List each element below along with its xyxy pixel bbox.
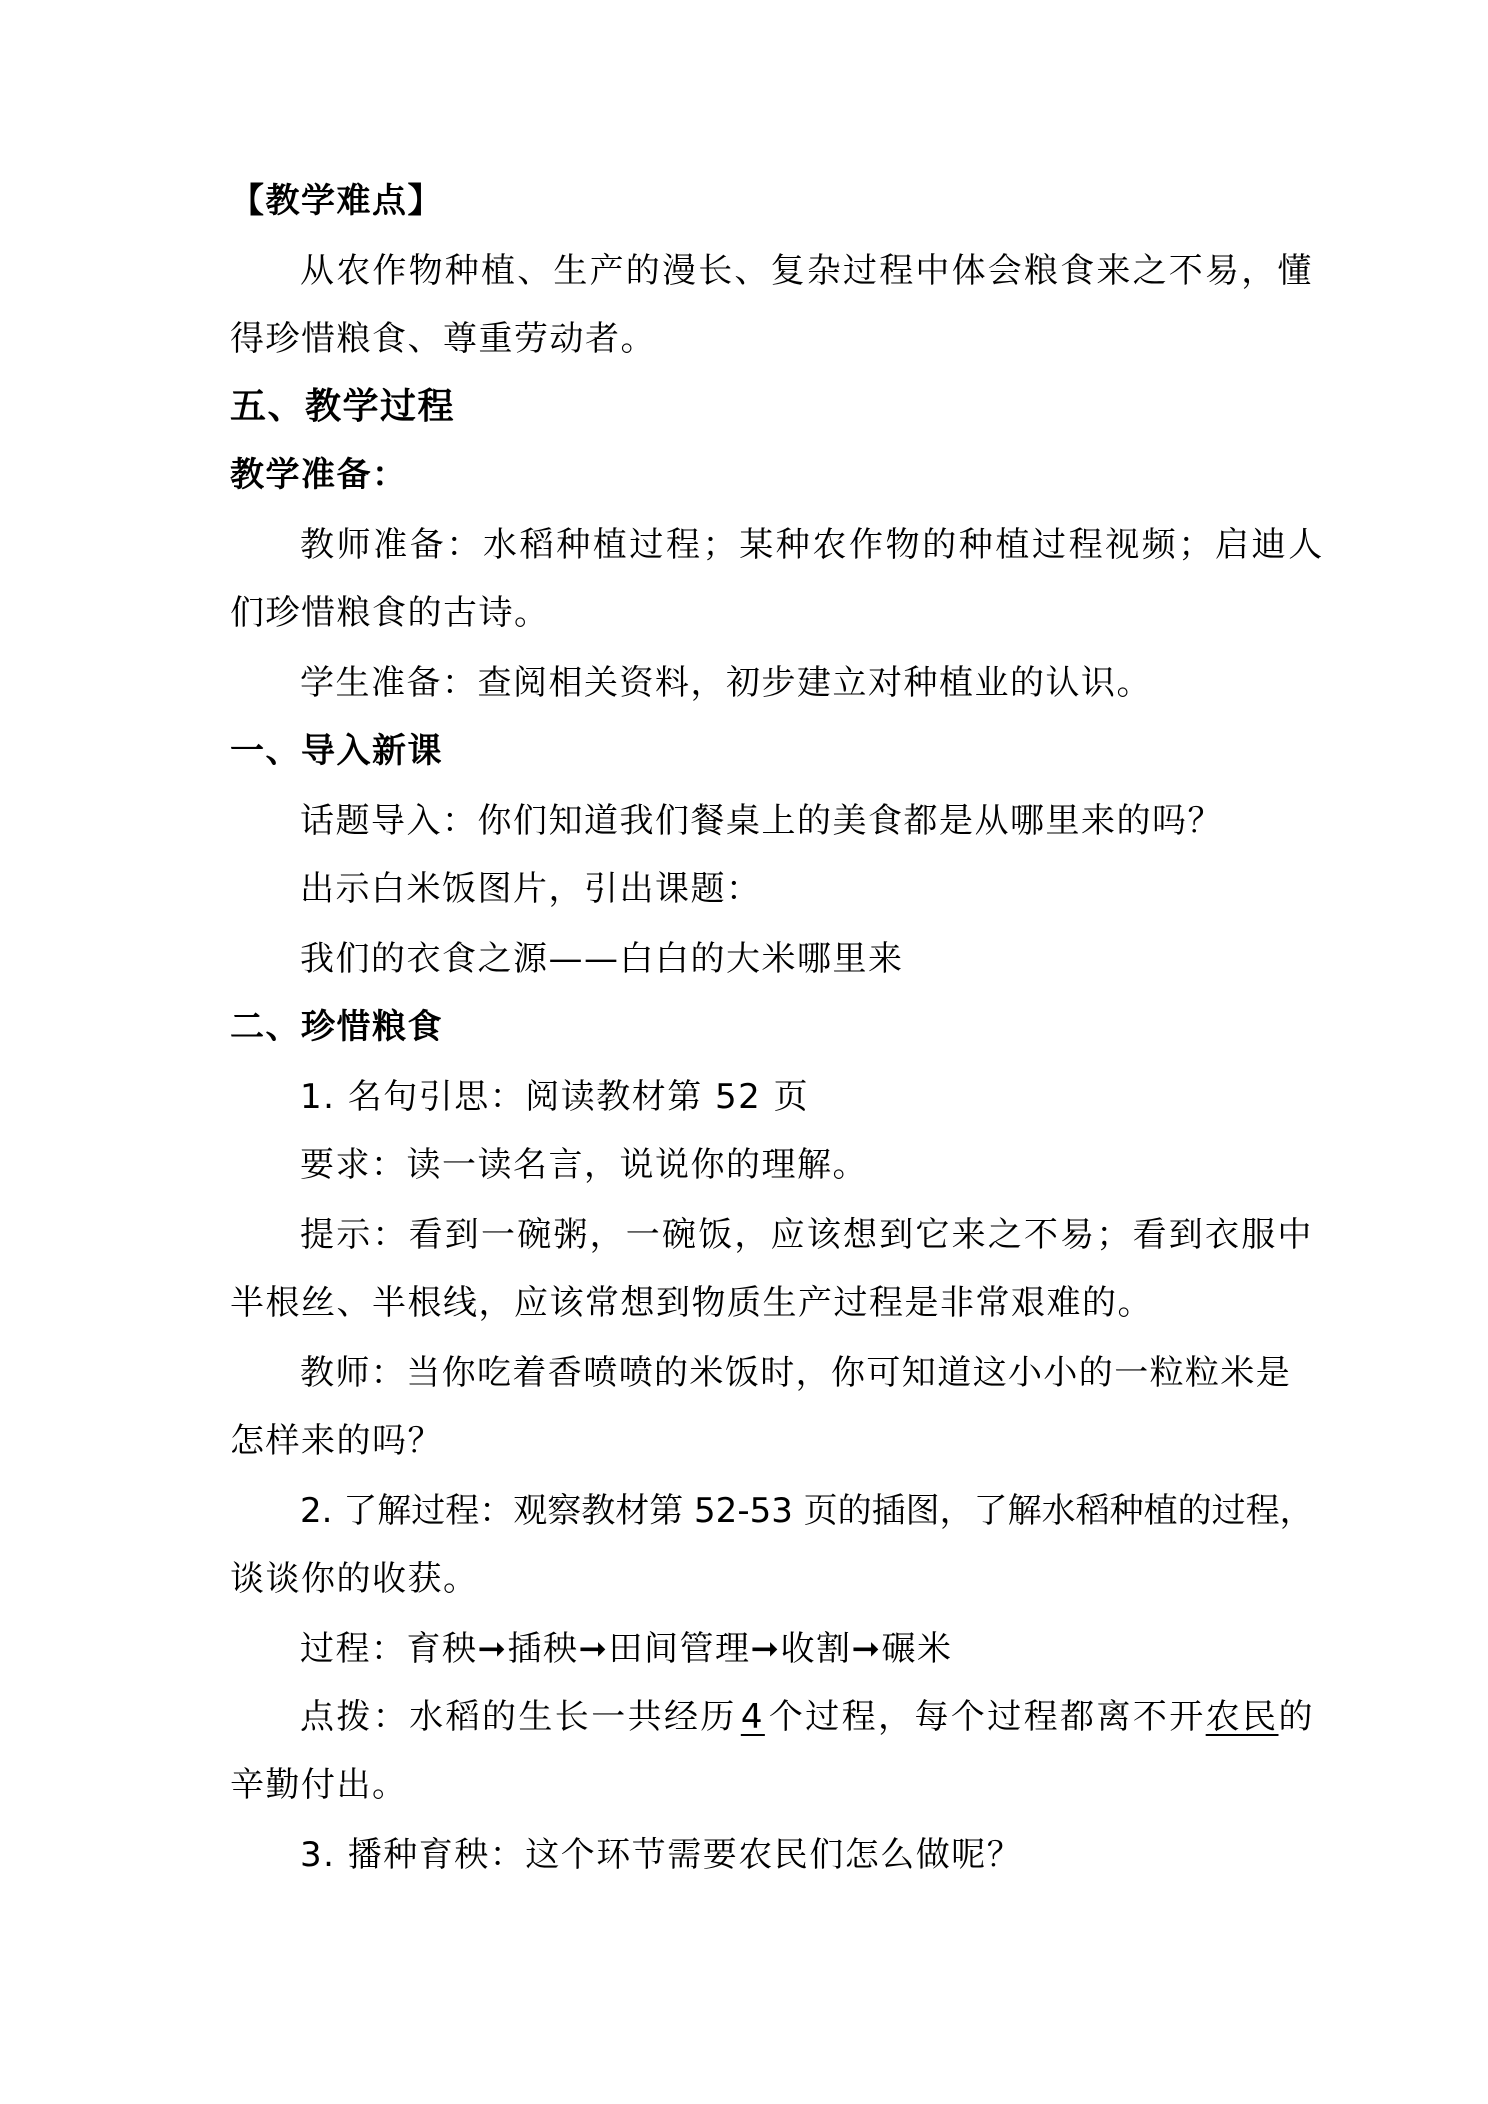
part2-item1: 1. 名句引思：阅读教材第 52 页 [300,1077,810,1117]
part2-item2-line2: 谈谈你的收获。 [230,1559,479,1599]
point-prefix: 点拨：水稻的生长一共经历 [300,1697,737,1737]
prep-student: 学生准备：查阅相关资料，初步建立对种植业的认识。 [300,663,1152,703]
part2-item2-line1: 2. 了解过程：观察教材第 52-53 页的插图，了解水稻种植的过程， [300,1491,1314,1531]
part1-topic: 话题导入：你们知道我们餐桌上的美食都是从哪里来的吗？ [300,801,1223,841]
difficulty-text-line1: 从农作物种植、生产的漫长、复杂过程中体会粮食来之不易，懂 [300,251,1314,291]
part2-teacher-line2: 怎样来的吗？ [230,1421,443,1461]
point-farmers-blank: 农民 [1205,1697,1279,1737]
section5-heading: 五、教学过程 [230,386,456,427]
part2-point-line1 [300,1694,1315,1740]
point-middle: 个过程，每个过程都离不开 [768,1697,1206,1737]
part1-show: 出示白米饭图片，引出课题： [300,869,762,909]
part2-point-line2: 辛勤付出。 [230,1765,408,1805]
part1-title: 我们的衣食之源——白白的大米哪里来 [300,939,904,979]
part2-hint-line1: 提示：看到一碗粥，一碗饭，应该想到它来之不易；看到衣服中 [300,1215,1314,1255]
point-suffix: 的 [1278,1697,1315,1737]
part1-heading: 一、导入新课 [230,731,443,771]
difficulty-text-line2: 得珍惜粮食、尊重劳动者。 [230,319,656,359]
part2-heading: 二、珍惜粮食 [230,1007,443,1047]
part2-require: 要求：读一读名言，说说你的理解。 [300,1145,868,1185]
prep-teacher-line1: 教师准备：水稻种植过程；某种农作物的种植过程视频；启迪人 [300,525,1325,565]
prep-teacher-line2: 们珍惜粮食的古诗。 [230,593,550,633]
difficulty-heading: 【教学难点】 [230,181,443,221]
prep-heading: 教学准备： [230,455,408,495]
point-number-blank: 4 [740,1697,765,1737]
part2-process: 过程：育秧➞插秧➞田间管理➞收割➞碾米 [300,1629,953,1669]
part2-teacher-line1: 教师：当你吃着香喷喷的米饭时，你可知道这小小的一粒粒米是 [300,1353,1292,1393]
part2-hint-line2: 半根丝、半根线，应该常想到物质生产过程是非常艰难的。 [230,1283,1153,1323]
part2-item3: 3. 播种育秧：这个环节需要农民们怎么做呢？ [300,1835,1023,1875]
